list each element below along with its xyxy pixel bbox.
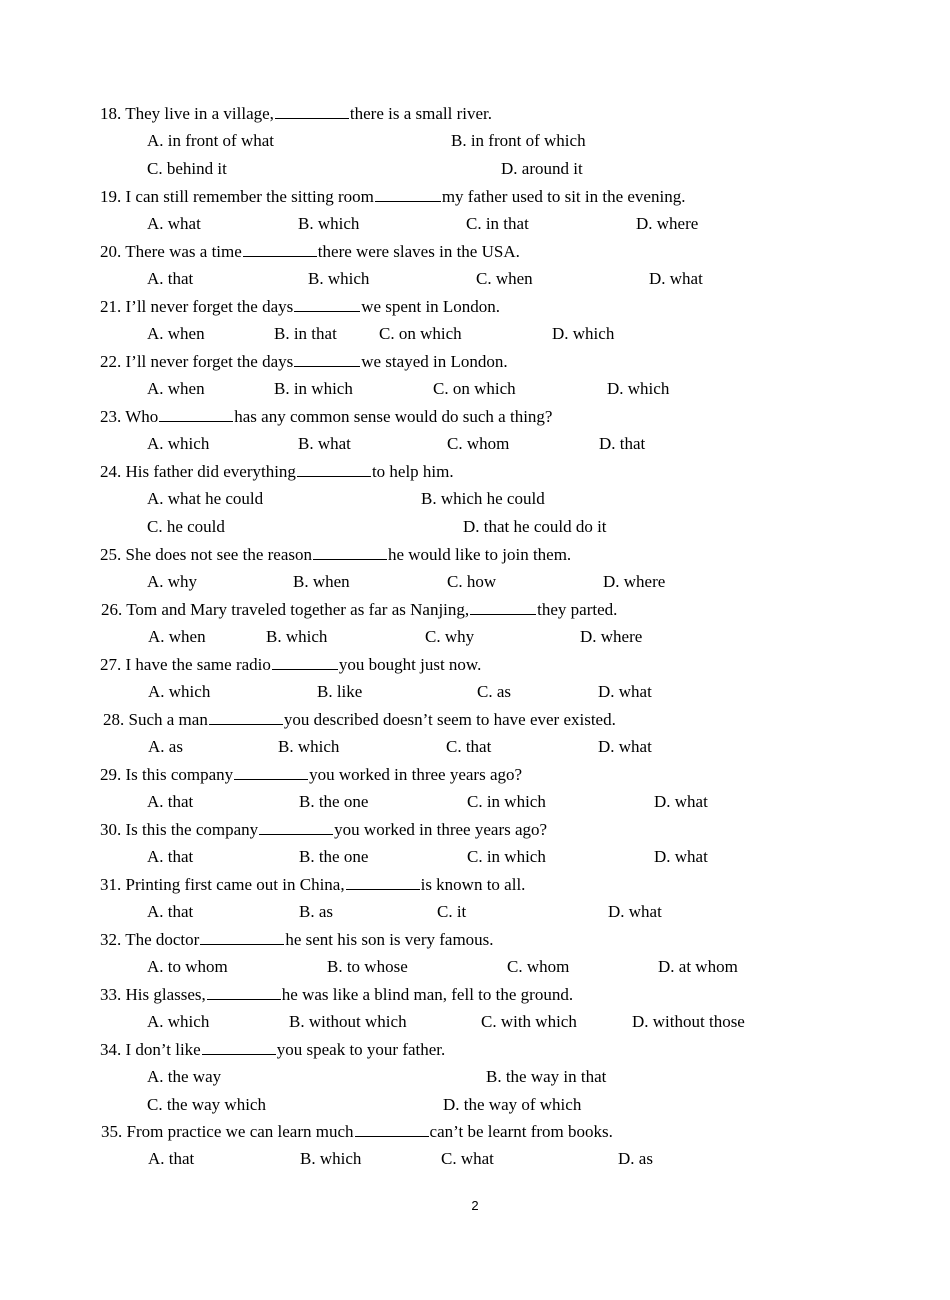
option-c: C. in which — [467, 792, 546, 811]
question-stem-end: there is a small river. — [349, 104, 492, 123]
question-stem-end: has any common sense would do such a thing? — [234, 407, 553, 426]
question-number: 33. — [100, 985, 122, 1004]
question-34 — [100, 1039, 445, 1061]
question-stem-end: there were slaves in the USA. — [317, 242, 520, 261]
answer-blank — [275, 103, 349, 119]
question-stem-end: he was like a blind man, fell to the ground. — [281, 985, 574, 1004]
question-26 — [101, 599, 617, 621]
question-stem-start: I can still remember the sitting room — [125, 187, 374, 206]
question-number: 21. — [100, 297, 122, 316]
question-number: 19. — [100, 187, 122, 206]
question-stem-start: Is this company — [125, 765, 234, 784]
question-24 — [100, 461, 454, 483]
option-a: A. to whom — [147, 957, 228, 976]
answer-blank — [209, 709, 283, 725]
question-33 — [100, 984, 573, 1006]
question-20 — [100, 241, 520, 263]
question-number: 20. — [100, 242, 122, 261]
question-number: 26. — [101, 600, 123, 619]
option-d: D. that — [599, 434, 646, 453]
answer-blank — [234, 764, 308, 780]
answer-blank — [470, 599, 536, 615]
option-d: D. what — [654, 847, 708, 866]
option-c: C. in which — [467, 847, 546, 866]
option-d: D. what — [598, 682, 652, 701]
option-c: C. what — [441, 1149, 494, 1168]
option-d: D. that he could do it — [463, 517, 607, 536]
option-a: A. why — [147, 572, 198, 591]
question-19 — [100, 186, 685, 208]
option-a: A. that — [147, 902, 194, 921]
question-number: 27. — [100, 655, 122, 674]
option-d: D. what — [598, 737, 652, 756]
answer-blank — [346, 874, 420, 890]
question-number: 35. — [101, 1122, 123, 1141]
question-stem-start: Is this the company — [125, 820, 259, 839]
answer-blank — [355, 1121, 429, 1137]
option-a: A. which — [148, 682, 211, 701]
option-d: D. which — [607, 379, 670, 398]
option-b: B. which — [278, 737, 340, 756]
answer-blank — [375, 186, 441, 202]
option-a: A. the way — [147, 1067, 222, 1086]
option-d: D. which — [552, 324, 615, 343]
question-number: 23. — [100, 407, 122, 426]
option-c: C. he could — [147, 517, 225, 536]
question-25 — [100, 544, 571, 566]
option-b: B. the one — [299, 847, 369, 866]
question-stem-start: I’ll never forget the days — [125, 352, 294, 371]
question-stem-end: to help him. — [371, 462, 454, 481]
question-23 — [100, 406, 552, 428]
answer-blank — [202, 1039, 276, 1055]
option-d: D. what — [654, 792, 708, 811]
option-d: D. what — [649, 269, 703, 288]
option-b: B. like — [317, 682, 363, 701]
option-a: A. that — [147, 269, 194, 288]
option-b: B. in front of which — [451, 131, 586, 150]
option-d: D. where — [603, 572, 666, 591]
question-number: 30. — [100, 820, 122, 839]
question-number: 25. — [100, 545, 122, 564]
answer-blank — [243, 241, 317, 257]
option-c: C. in that — [466, 214, 529, 233]
option-c: C. whom — [447, 434, 510, 453]
question-stem-end: he would like to join them. — [387, 545, 572, 564]
option-a: A. that — [148, 1149, 195, 1168]
question-stem-end: he sent his son is very famous. — [285, 930, 494, 949]
question-stem-end: is known to all. — [420, 875, 526, 894]
option-a: A. which — [147, 1012, 210, 1031]
question-stem-start: Who — [125, 407, 159, 426]
option-b: B. the way in that — [486, 1067, 607, 1086]
question-22 — [100, 351, 508, 373]
option-d: D. where — [580, 627, 643, 646]
option-b: B. without which — [289, 1012, 407, 1031]
option-a: A. in front of what — [147, 131, 275, 150]
question-stem-start: Such a man — [128, 710, 208, 729]
option-b: B. as — [299, 902, 333, 921]
option-a: A. what — [147, 214, 201, 233]
option-c: C. that — [446, 737, 492, 756]
option-a: A. when — [148, 627, 206, 646]
option-c: C. why — [425, 627, 475, 646]
option-c: C. on which — [433, 379, 516, 398]
question-stem-end: you bought just now. — [338, 655, 482, 674]
option-d: D. where — [636, 214, 699, 233]
option-b: B. in that — [274, 324, 337, 343]
answer-blank — [272, 654, 338, 670]
option-b: B. the one — [299, 792, 369, 811]
option-d: D. what — [608, 902, 662, 921]
question-number: 22. — [100, 352, 122, 371]
answer-blank — [159, 406, 233, 422]
option-a: A. when — [147, 324, 205, 343]
question-stem-start: His glasses, — [125, 985, 206, 1004]
option-b: B. which — [308, 269, 370, 288]
option-c: C. with which — [481, 1012, 577, 1031]
question-stem-start: Tom and Mary traveled together as far as Nanjing, — [126, 600, 470, 619]
question-number: 29. — [100, 765, 122, 784]
question-number: 28. — [103, 710, 125, 729]
option-c: C. it — [437, 902, 467, 921]
question-stem-start: I don’t like — [125, 1040, 201, 1059]
option-d: D. around it — [501, 159, 583, 178]
option-b: B. to whose — [327, 957, 408, 976]
option-b: B. which — [298, 214, 360, 233]
question-stem-start: The doctor — [125, 930, 200, 949]
option-b: B. in which — [274, 379, 353, 398]
answer-blank — [294, 351, 360, 367]
answer-blank — [313, 544, 387, 560]
question-35 — [101, 1121, 613, 1143]
question-32 — [100, 929, 494, 951]
option-b: B. when — [293, 572, 350, 591]
option-a: A. which — [147, 434, 210, 453]
question-stem-start: From practice we can learn much — [126, 1122, 354, 1141]
question-number: 24. — [100, 462, 122, 481]
option-d: D. at whom — [658, 957, 738, 976]
page-number: 2 — [471, 1198, 479, 1213]
question-stem-end: we stayed in London. — [361, 352, 508, 371]
option-c: C. the way which — [147, 1095, 266, 1114]
answer-blank — [294, 296, 360, 312]
question-number: 18. — [100, 104, 122, 123]
option-d: D. the way of which — [443, 1095, 582, 1114]
answer-blank — [207, 984, 281, 1000]
question-30 — [100, 819, 547, 841]
option-b: B. which — [266, 627, 328, 646]
question-stem-start: I have the same radio — [125, 655, 271, 674]
question-stem-start: His father did everything — [125, 462, 296, 481]
question-stem-start: I’ll never forget the days — [125, 297, 294, 316]
question-stem-end: we spent in London. — [361, 297, 501, 316]
option-c: C. whom — [507, 957, 570, 976]
question-31 — [100, 874, 525, 896]
option-a: A. that — [147, 847, 194, 866]
option-a: A. that — [147, 792, 194, 811]
answer-blank — [297, 461, 371, 477]
question-stem-end: you worked in three years ago? — [309, 765, 523, 784]
question-stem-end: you described doesn’t seem to have ever existed. — [283, 710, 616, 729]
question-stem-end: can’t be learnt from books. — [429, 1122, 613, 1141]
option-c: C. as — [477, 682, 511, 701]
question-number: 32. — [100, 930, 122, 949]
question-stem-end: my father used to sit in the evening. — [441, 187, 686, 206]
option-d: D. as — [618, 1149, 653, 1168]
question-stem-start: She does not see the reason — [125, 545, 312, 564]
question-number: 34. — [100, 1040, 122, 1059]
option-c: C. how — [447, 572, 497, 591]
option-d: D. without those — [632, 1012, 745, 1031]
question-stem-end: you speak to your father. — [276, 1040, 446, 1059]
option-c: C. when — [476, 269, 533, 288]
option-a: A. what he could — [147, 489, 264, 508]
question-stem-start: Printing first came out in China, — [125, 875, 345, 894]
answer-blank — [200, 929, 284, 945]
question-stem-start: There was a time — [125, 242, 242, 261]
question-28 — [103, 709, 616, 731]
question-21 — [100, 296, 500, 318]
option-a: A. when — [147, 379, 205, 398]
option-c: C. on which — [379, 324, 462, 343]
question-18 — [100, 103, 492, 125]
question-number: 31. — [100, 875, 122, 894]
option-b: B. which — [300, 1149, 362, 1168]
answer-blank — [259, 819, 333, 835]
question-27 — [100, 654, 481, 676]
option-b: B. which he could — [421, 489, 545, 508]
question-29 — [100, 764, 522, 786]
option-b: B. what — [298, 434, 351, 453]
option-a: A. as — [148, 737, 183, 756]
question-stem-end: they parted. — [537, 600, 618, 619]
question-stem-end: you worked in three years ago? — [334, 820, 548, 839]
question-stem-start: They live in a village, — [125, 104, 274, 123]
option-c: C. behind it — [147, 159, 227, 178]
